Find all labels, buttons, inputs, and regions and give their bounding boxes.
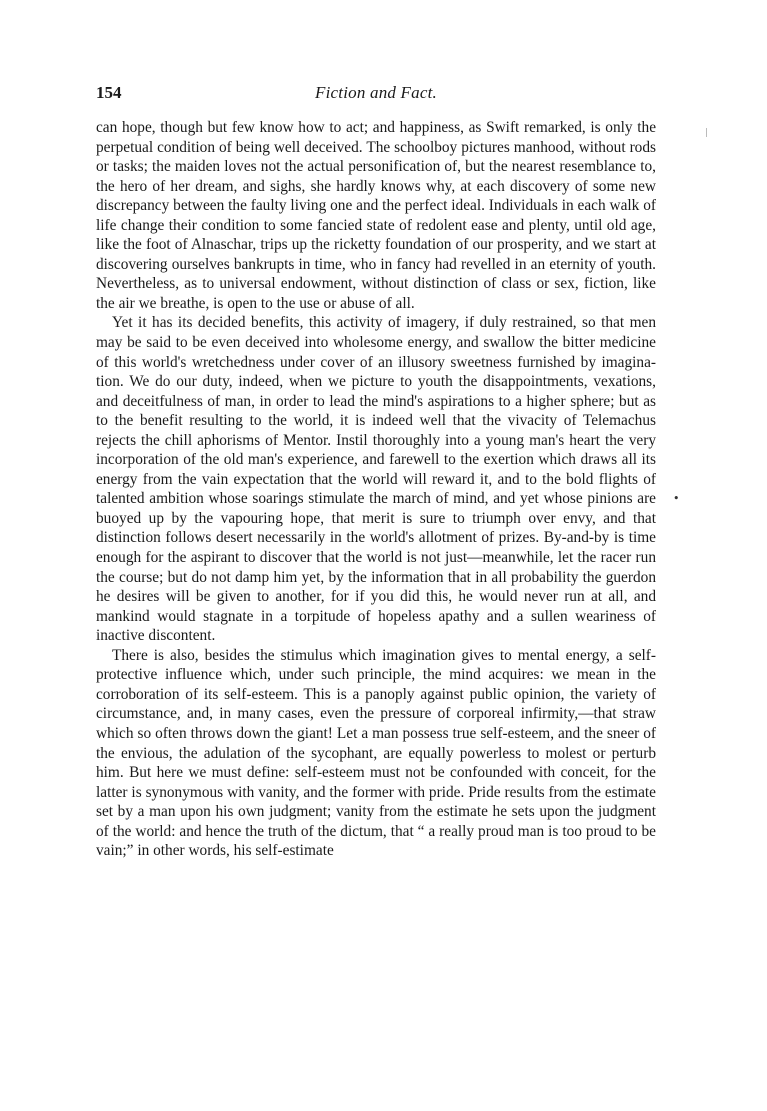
running-head — [96, 80, 656, 106]
body-text — [96, 118, 656, 861]
paragraph-3: There is also, besides the stimulus which imagination gives to mental energy, a self-protective influence which, under such principle, the mind acquires: we mean in the corroboration of its self-esteem. This is a panoply against public opinion, the variety of circumstance, and, in many cases, even the pressure of corporeal infirmity,—that straw which so often throws down the giant! Let a man possess true self-esteem, and the sneer of the envious, the adulation of the sycophant, are equally powerless to molest or perturb him. But here we must define: self-esteem must not be confounded with conceit, for the latter is synonymous with vanity, and the former with pride. Pride results from the estimate set by a man upon his own judgment; vanity from the estimate he sets upon the judgment of the world: and hence the truth of the dictum, that “ a really proud man is too proud to be vain;” in other words, his self-estimate — [96, 646, 656, 860]
page-number: 154 — [96, 83, 122, 102]
paragraph-2: Yet it has its decided benefits, this activity of imagery, if duly restrained, so that men may be said to be even deceived into wholesome energy, and swallow the bitter medicine of this world's wretchedness under cover of an illusory sweetness furnished by imagination. We do our duty, indeed, when we picture to youth the disappointments, vexations, and deceitfulness of man, in order to lead the mind's aspirations to a higher sphere; but as to the benefit resulting to the world, it is indeed well that the vivacity of Telemachus rejects the chill aphorisms of Mentor. Instil thoroughly into a young man's heart the very incorporation of the old man's experience, and farewell to the exertion which draws all its energy from the vain expectation that the world will reward it, and to the bold flights of talented ambition whose soarings stimulate the march of mind, and yet whose pinions are buoyed up by the vapouring hope, that merit is sure to triumph over envy, and that distinction follows desert necessarily in the world's allotment of prizes. By-and-by is time enough for the aspirant to discover that the world is not just—meanwhile, let the racer run the course; but do not damp him yet, by the information that in all probability the guerdon he desires will be given to another, for if you did this, he would never run at all, and mankind would stagnate in a torpitude of hopeless apathy and a sullen weariness of inactive discontent. — [96, 314, 656, 645]
margin-scratch — [706, 128, 707, 137]
running-title: Fiction and Fact. — [315, 83, 437, 102]
book-page — [96, 80, 656, 861]
margin-mark: • — [673, 492, 680, 505]
paragraph-1: can hope, though but few know how to act; and happiness, as Swift remarked, is only the perpetual condition of being well deceived. The schoolboy pictures manhood, without rods or tasks; the maiden loves not the actual personification of, but the nearest resemblance to, the hero of her dream, and sighs, she hardly knows why, at each discovery of some new discrepancy between the faulty living one and the perfect ideal. Individuals in each walk of life change their condition to some fancied state of redolent ease and plenty, until old age, like the foot of Alnaschar, trips up the ricketty foundation of our prosperity, and we start at discovering ourselves bankrupts in time, who in fancy had revelled in an eternity of youth. Nevertheless, as to universal endowment, without distinction of class or sex, fiction, like the air we breathe, is open to the use or abuse of all. — [96, 119, 656, 312]
